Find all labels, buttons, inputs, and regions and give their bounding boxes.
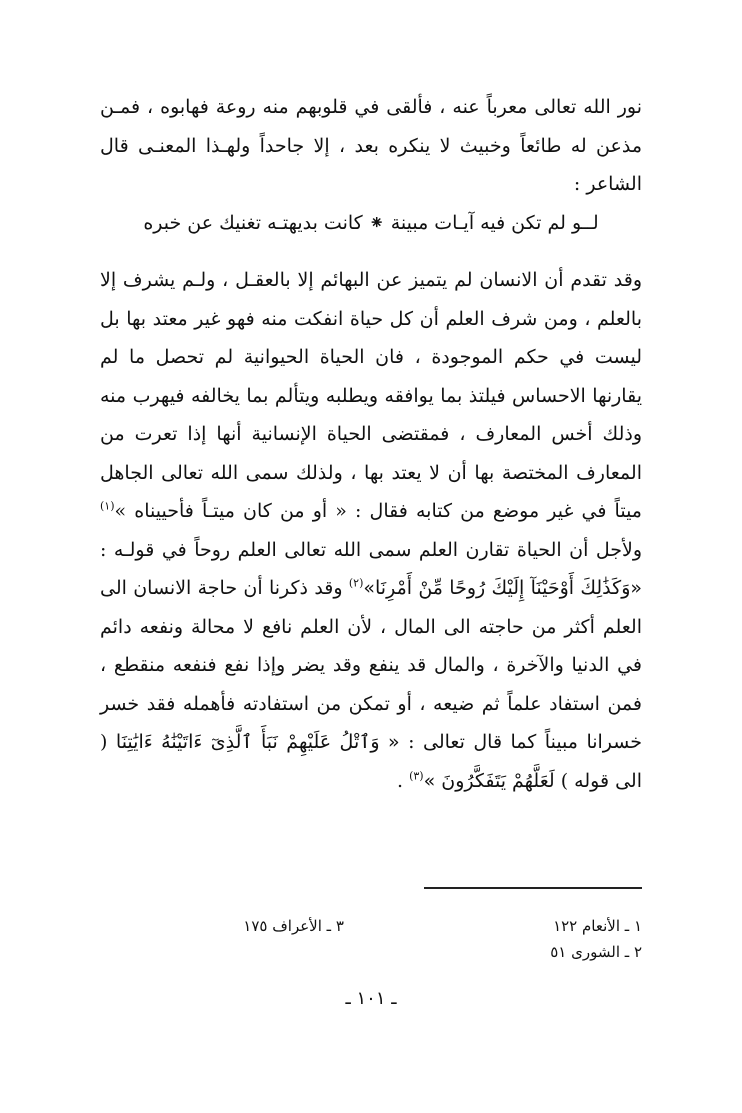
footnote-3: ٣ ـ الأعراف ١٧٥ — [243, 917, 344, 935]
text-segment: وقد تقدم أن الانسان لم يتميز عن البهائم إلا بالعقـل ، ولـم يشرف إلا بالعلم ، ومن شرف العلم أن كل حياة انفكت منه فهو غير معتد بها بل ليست في حكم الموجودة ، فان الحياة الحيوانية لم تحصل ما لم يقارنها الاحساس فيلتذ بما يوافقه ويطلبه ويتألم بما يخالفه فيهرب منه وذلك أخس المعارف ، فمقتضى الحياة الإنسانية أنها إذا تعرت من المعارف المختصة بها أن لا يعتد بها ، ولذلك سمى الله تعالى الجاهل ميتاً في غير موضع من كتابه فقال : « أو من كان ميتـاً فأحييناه » — [100, 269, 642, 522]
paragraph-main — [100, 261, 642, 800]
footnotes — [100, 913, 642, 965]
text-segment: ولأجل أن الحياة تقارن العلم سمى الله تعالى العلم روحاً في قولـه : — [100, 538, 642, 561]
footnote-1: ١ ـ الأنعام ١٢٢ — [553, 917, 642, 935]
footnote-ref-2[interactable]: (٢) — [348, 576, 364, 590]
text-segment: . — [396, 769, 410, 792]
footnote-row — [100, 913, 642, 939]
main-text — [100, 88, 642, 800]
quran-quote-3: لَعَلَّهُمْ يَتَفَكَّرُونَ » — [423, 769, 561, 792]
text-segment: ( الى قوله ) — [100, 731, 642, 792]
text-segment: وقد ذكرنا أن حاجة الانسان الى العلم أكثر من حاجته الى المال ، لأن العلم نافع لا محالة ونفعه دائم في الدنيا والآخرة ، والمال قد ينفع وقد يضر وإذا نفع فنفعه منقطع ، فمن استفاد علماً ثم ضيعه ، أو تمكن من استفادته فأهمله فقد خسر خسرانا مبيناً كما قال تعالى : — [100, 577, 642, 753]
paragraph-intro: نور الله تعالى معرباً عنه ، فألقى في قلوبهم منه روعة فهابوه ، فمـن مذعن له طائعاً وخبيث لا ينكره بعد ، إلا جاحداً ولهـذا المعنـى قال الشاعر : — [100, 96, 642, 195]
quran-quote-2: « وَٱتْلُ عَلَيْهِمْ نَبَأَ ٱلَّذِىٓ ءَاتَيْنَٰهُ ءَايَٰتِنَا — [115, 731, 400, 753]
footnote-2: ٢ ـ الشورى ٥١ — [550, 943, 642, 961]
footnote-empty — [100, 939, 344, 965]
footnote-row — [100, 939, 642, 965]
page-number: ـ ١٠١ ـ — [345, 988, 397, 1009]
quran-quote-1: «وَكَذَٰلِكَ أَوْحَيْنَآ إِلَيْكَ رُوحًا مِّنْ أَمْرِنَا» — [363, 577, 643, 599]
footnote-divider — [424, 887, 642, 889]
footnote-ref-1[interactable]: (١) — [100, 499, 115, 513]
poetry-verse: لــو لم تكن فيه آيـات مبينة ⁕ كانت بديهتـه تغنيك عن خبره — [143, 211, 599, 234]
footnote-ref-3[interactable]: (٣) — [409, 769, 424, 783]
